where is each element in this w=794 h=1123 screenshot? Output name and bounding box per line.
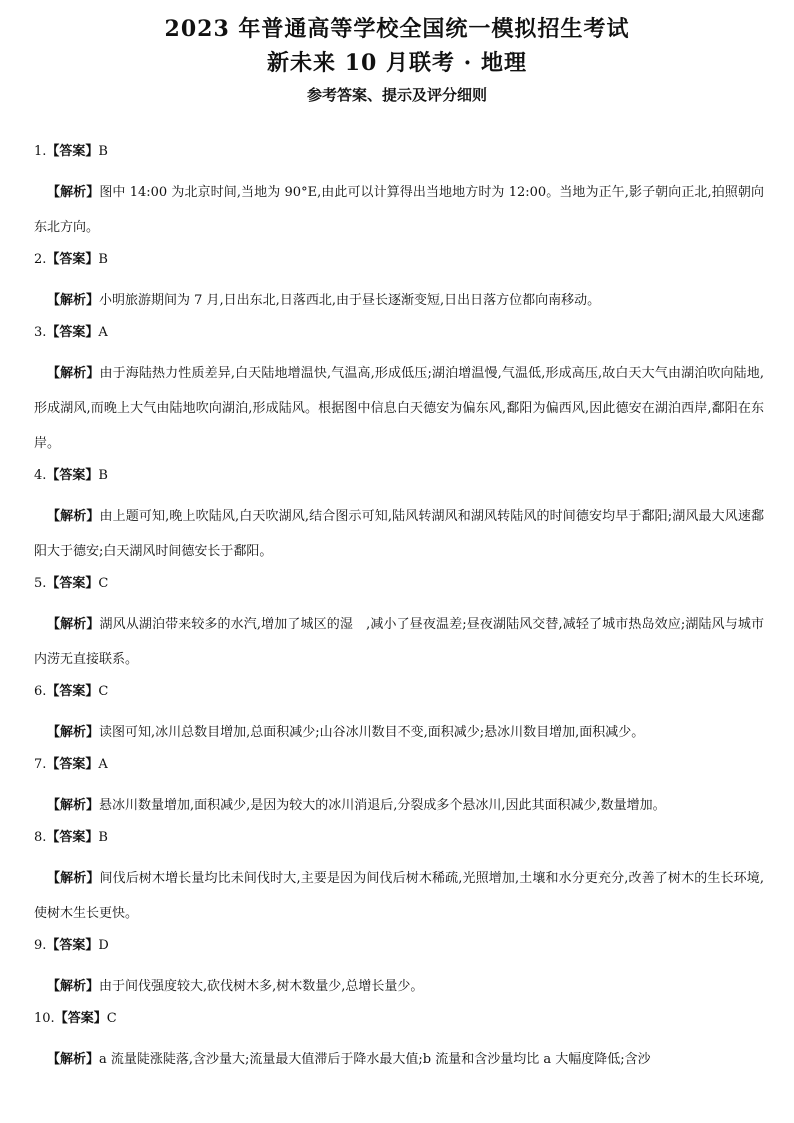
question-number: 4. — [34, 468, 47, 483]
question-item — [34, 826, 764, 931]
answer-label: 【答案】 — [46, 144, 99, 159]
analysis-paragraph — [34, 499, 764, 569]
analysis-text: 小明旅游期间为 7 月,日出东北,日落西北,由于昼长逐渐变短,日出日落方位都向南移动。 — [99, 293, 601, 308]
answer-label: 【答案】 — [46, 468, 99, 483]
analysis-text: 湖风从湖泊带来较多的水汽,增加了城区的湿 ,减小了昼夜温差;昼夜湖陆风交替,减轻了城市热岛效应;湖陆风与城市内涝无直接联系。 — [34, 617, 764, 667]
analysis-text: a 流量陡涨陡落,含沙量大;流量最大值滞后于降水最大值;b 流量和含沙量均比 a 大幅度降低;含沙 — [99, 1052, 651, 1067]
answer-label: 【答案】 — [46, 757, 99, 772]
answer-value: A — [98, 325, 108, 340]
question-number: 7. — [34, 757, 47, 772]
analysis-paragraph — [34, 861, 764, 931]
question-number: 1. — [34, 144, 47, 159]
answer-label: 【答案】 — [46, 830, 99, 845]
analysis-text: 由上题可知,晚上吹陆风,白天吹湖风,结合图示可知,陆风转湖风和湖风转陆风的时间德安均早于鄱阳;湖风最大风速鄱阳大于德安;白天湖风时间德安长于鄱阳。 — [34, 509, 764, 559]
answer-line — [34, 753, 764, 777]
answer-label: 【答案】 — [46, 576, 99, 591]
answer-value: C — [98, 576, 109, 591]
answer-value: B — [98, 252, 108, 267]
answer-value: A — [98, 757, 108, 772]
answer-label: 【答案】 — [46, 684, 99, 699]
answer-line — [34, 680, 764, 704]
question-item — [34, 140, 764, 245]
analysis-paragraph — [34, 283, 764, 318]
answer-value: B — [98, 468, 108, 483]
answer-line — [34, 464, 764, 488]
answer-key-title: 参考答案、提示及评分细则 — [306, 86, 487, 104]
analysis-paragraph — [34, 356, 764, 461]
answer-line — [34, 1007, 764, 1031]
question-number: 9. — [34, 938, 47, 953]
answer-label: 【答案】 — [46, 252, 99, 267]
analysis-label: 【解析】 — [47, 725, 100, 740]
question-number: 2. — [34, 252, 47, 267]
answer-value: B — [98, 830, 108, 845]
exam-title: 2023 年普通高等学校全国统一模拟招生考试 — [164, 16, 630, 42]
answer-line — [34, 248, 764, 272]
question-item — [34, 464, 764, 569]
answer-label: 【答案】 — [46, 325, 99, 340]
answer-line — [34, 321, 764, 345]
question-item — [34, 680, 764, 750]
question-item — [34, 572, 764, 677]
question-item — [34, 753, 764, 823]
answer-value: C — [98, 684, 109, 699]
analysis-label: 【解析】 — [47, 798, 100, 813]
answer-line — [34, 140, 764, 164]
document-header — [0, 14, 794, 106]
question-item — [34, 248, 764, 318]
analysis-paragraph — [34, 175, 764, 245]
answer-label: 【答案】 — [46, 938, 99, 953]
question-number: 6. — [34, 684, 47, 699]
analysis-text: 由于海陆热力性质差异,白天陆地增温快,气温高,形成低压;湖泊增温慢,气温低,形成高压,故白天大气由湖泊吹向陆地,形成湖风,而晚上大气由陆地吹向湖泊,形成陆风。根据图中信息白天德安为偏东风,鄱阳为偏西风,因此德安在湖泊西岸,鄱阳在东岸。 — [34, 366, 764, 451]
analysis-text: 悬冰川数量增加,面积减少,是因为较大的冰川消退后,分裂成多个悬冰川,因此其面积减少,数量增加。 — [99, 798, 666, 813]
answer-value: D — [98, 938, 109, 953]
analysis-paragraph — [34, 1042, 764, 1077]
answer-value: C — [106, 1011, 117, 1026]
analysis-text: 间伐后树木增长量均比未间伐时大,主要是因为间伐后树木稀疏,光照增加,土壤和水分更充分,改善了树木的生长环境,使树木生长更快。 — [34, 871, 764, 921]
answer-value: B — [98, 144, 108, 159]
question-number: 3. — [34, 325, 47, 340]
question-item — [34, 934, 764, 1004]
analysis-label: 【解析】 — [47, 509, 100, 524]
analysis-label: 【解析】 — [47, 979, 100, 994]
answer-list — [34, 140, 764, 1080]
analysis-text: 图中 14:00 为北京时间,当地为 90°E,由此可以计算得出当地地方时为 12:00。当地为正午,影子朝向正北,拍照朝向东北方向。 — [34, 185, 764, 235]
analysis-label: 【解析】 — [47, 293, 100, 308]
analysis-paragraph — [34, 607, 764, 677]
analysis-paragraph — [34, 715, 764, 750]
analysis-label: 【解析】 — [47, 871, 100, 886]
analysis-text: 读图可知,冰川总数目增加,总面积减少;山谷冰川数目不变,面积减少;悬冰川数目增加,面积减少。 — [99, 725, 645, 740]
question-number: 5. — [34, 576, 47, 591]
question-number: 8. — [34, 830, 47, 845]
analysis-label: 【解析】 — [47, 1052, 100, 1067]
analysis-label: 【解析】 — [47, 366, 100, 381]
answer-line — [34, 934, 764, 958]
analysis-paragraph — [34, 969, 764, 1004]
analysis-text: 由于间伐强度较大,砍伐树木多,树木数量少,总增长量少。 — [99, 979, 424, 994]
question-item — [34, 1007, 764, 1077]
analysis-label: 【解析】 — [47, 185, 100, 200]
question-number: 10. — [34, 1011, 55, 1026]
answer-line — [34, 572, 764, 596]
answer-line — [34, 826, 764, 850]
exam-subtitle: 新未来 10 月联考 · 地理 — [267, 50, 527, 76]
answer-label: 【答案】 — [54, 1011, 107, 1026]
analysis-paragraph — [34, 788, 764, 823]
analysis-label: 【解析】 — [47, 617, 100, 632]
question-item — [34, 321, 764, 461]
